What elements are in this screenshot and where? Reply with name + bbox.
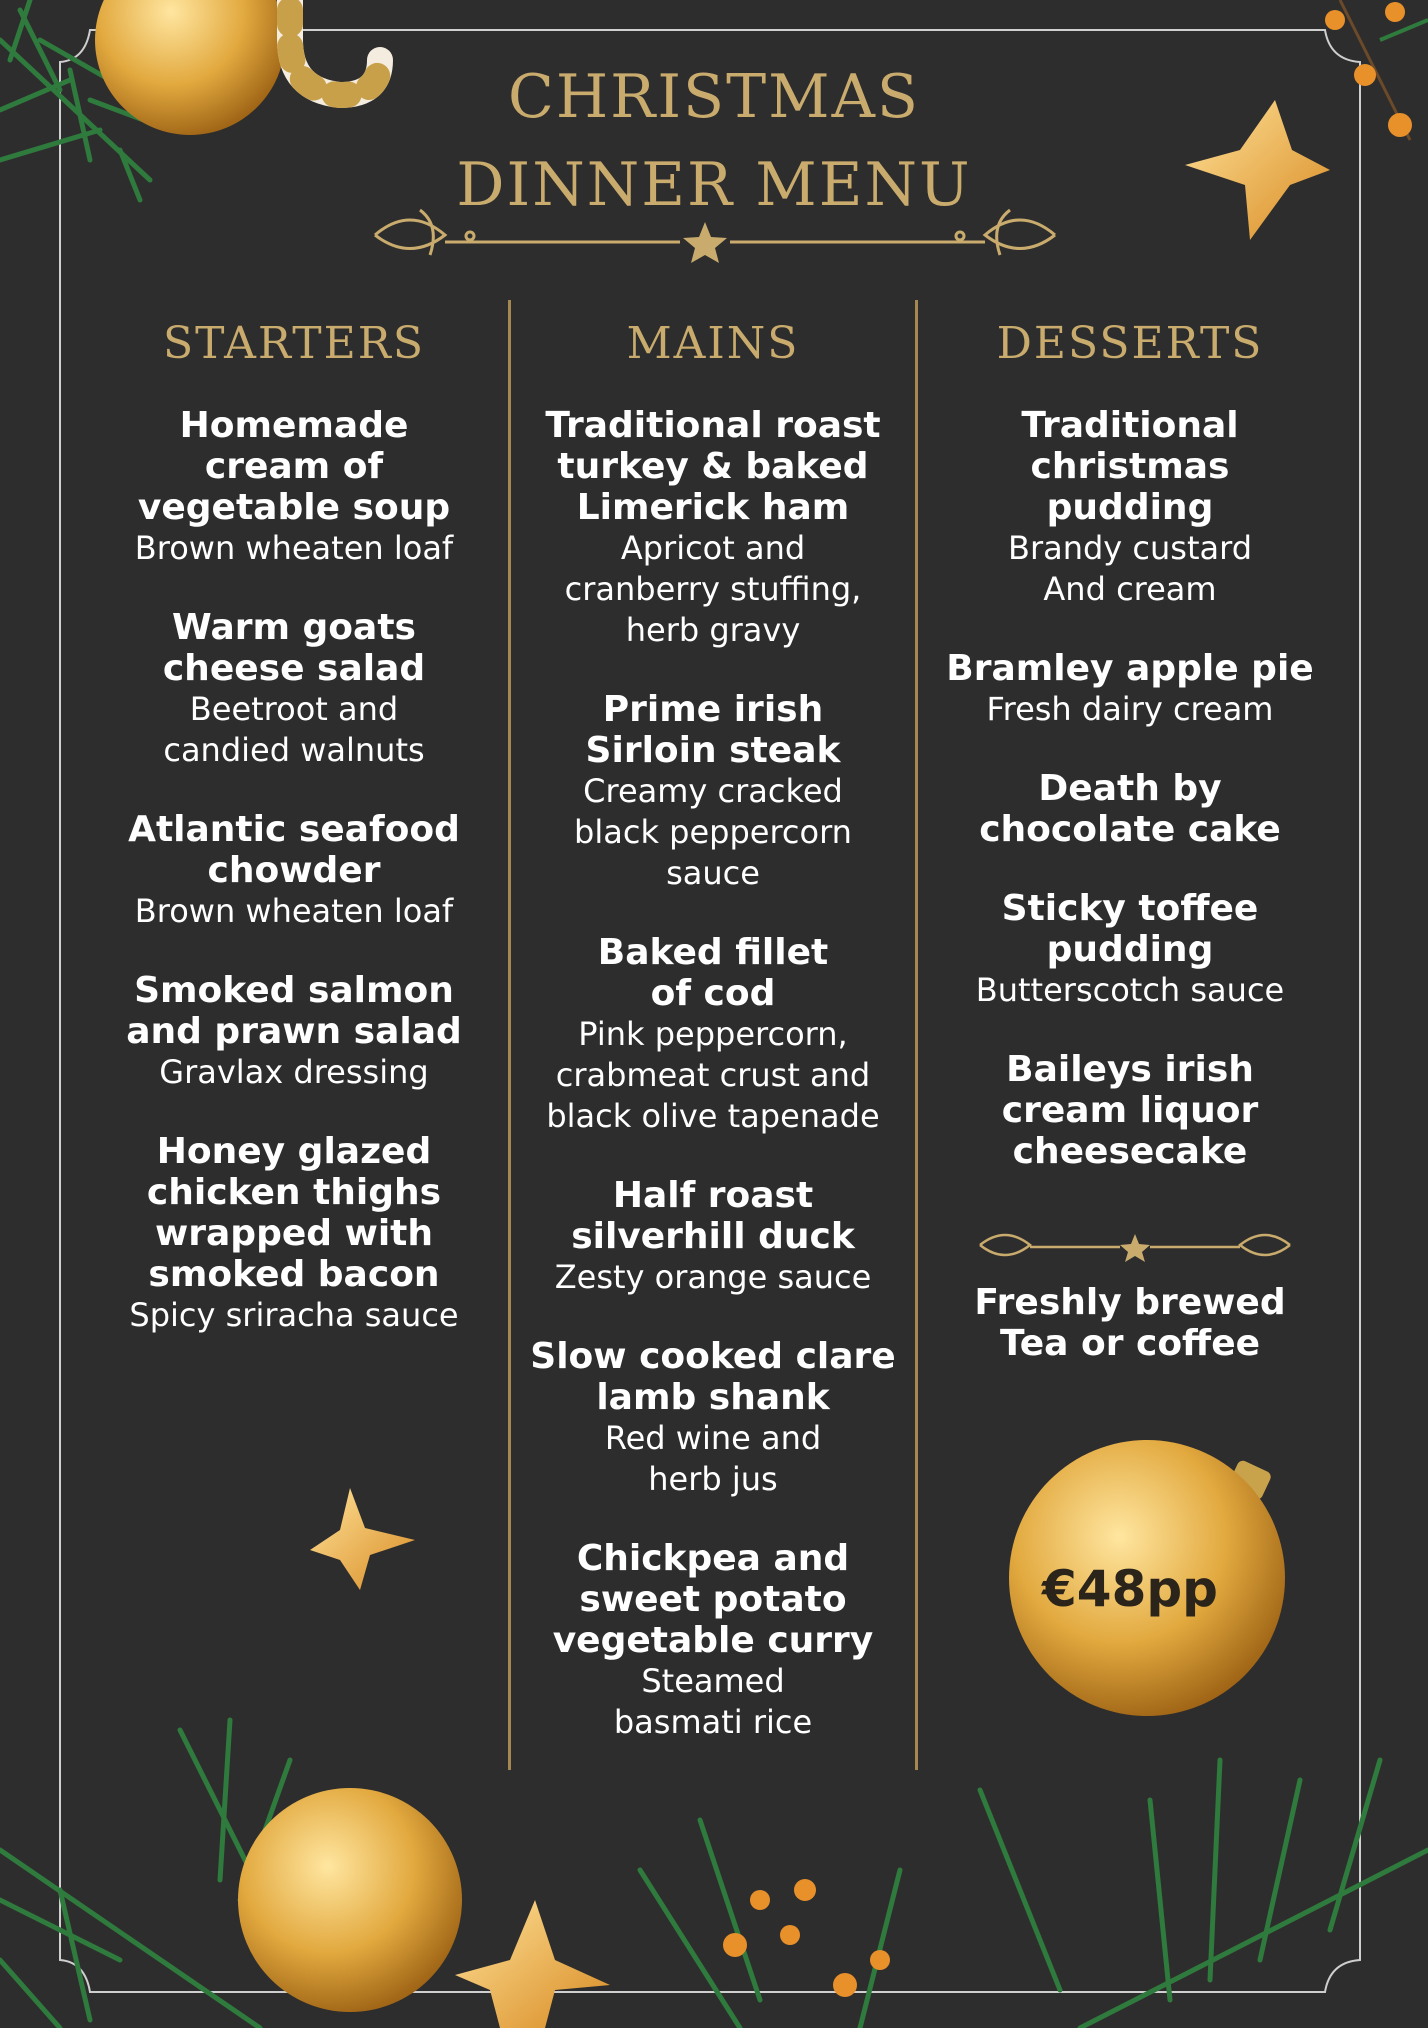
dish-description: Red wine and herb jus [604, 1419, 822, 1498]
dish-description: Steamed basmati rice [613, 1662, 813, 1741]
dish-name: Honey glazed chicken thighs wrapped with smoked bacon [146, 1131, 442, 1295]
price-label: €48pp [1042, 1560, 1218, 1618]
desserts-heading: DESSERTS [996, 318, 1264, 369]
starters-heading: STARTERS [163, 318, 425, 369]
berry-icon [723, 1879, 890, 1997]
dish-description: Butterscotch sauce [975, 971, 1285, 1009]
dish-name: Traditional roast turkey & baked Limerick ham [545, 405, 881, 528]
menu-item [513, 405, 913, 651]
menu-item [94, 809, 494, 932]
dish-description: Fresh dairy cream [986, 690, 1274, 728]
ornament-icon [238, 1788, 462, 2012]
menu-item [94, 607, 494, 771]
dish-name: Slow cooked clare lamb shank [530, 1336, 896, 1418]
star-icon [455, 1900, 610, 2028]
dish-description: Gravlax dressing [159, 1053, 429, 1091]
mains-heading: MAINS [626, 318, 800, 369]
dish-name: Death by chocolate cake [979, 768, 1281, 850]
dish-name: Smoked salmon and prawn salad [126, 970, 462, 1052]
dish-name: Baileys irish cream liquor cheesecake [1001, 1049, 1259, 1172]
mains-column [513, 318, 913, 1781]
dish-name: Traditional christmas pudding [1021, 405, 1239, 528]
dish-description: Beetroot and candied walnuts [163, 690, 425, 769]
beverage-item [930, 1282, 1330, 1364]
dish-description: Apricot and cranberry stuffing, herb gravy [564, 529, 862, 649]
dish-description: Pink peppercorn, crabmeat crust and black olive tapenade [546, 1015, 880, 1135]
desserts-column [930, 318, 1330, 1402]
menu-item [930, 888, 1330, 1011]
dish-name: Homemade cream of vegetable soup [137, 405, 451, 528]
menu-item [930, 768, 1330, 850]
dish-name: Bramley apple pie [946, 648, 1314, 689]
dish-description: Brandy custard And cream [1007, 529, 1253, 608]
dish-name: Sticky toffee pudding [1001, 888, 1259, 970]
menu-title-line-2: DINNER MENU [456, 150, 972, 220]
menu-title-line-1: CHRISTMAS [507, 62, 921, 132]
menu-item [513, 932, 913, 1137]
dish-description: Brown wheaten loaf [134, 529, 454, 567]
star-icon [683, 222, 727, 263]
dish-description: Brown wheaten loaf [134, 892, 454, 930]
dish-description: Creamy cracked black peppercorn sauce [574, 772, 852, 892]
column-divider [508, 300, 511, 1770]
menu-item [94, 1131, 494, 1336]
dish-name: Atlantic seafood chowder [128, 809, 460, 891]
menu-item [94, 405, 494, 569]
dish-name: Warm goats cheese salad [162, 607, 426, 689]
dish-name: Baked fillet of cod [597, 932, 829, 1014]
menu-item [930, 405, 1330, 610]
dish-name: Half roast silverhill duck [571, 1175, 855, 1257]
menu-item [930, 648, 1330, 730]
menu-item [513, 1538, 913, 1743]
starters-column [94, 318, 494, 1374]
star-icon [310, 1488, 415, 1590]
menu-item [930, 1049, 1330, 1172]
dish-name: Prime irish Sirloin steak [585, 689, 841, 771]
dish-description: Zesty orange sauce [554, 1258, 872, 1296]
beverage-name: Freshly brewed Tea or coffee [974, 1282, 1286, 1364]
menu-item [513, 1175, 913, 1298]
menu-item [94, 970, 494, 1093]
dish-name: Chickpea and sweet potato vegetable curry [552, 1538, 874, 1661]
menu-item [513, 1336, 913, 1500]
column-divider [915, 300, 918, 1770]
dish-description: Spicy sriracha sauce [129, 1296, 459, 1334]
menu-item [513, 689, 913, 894]
